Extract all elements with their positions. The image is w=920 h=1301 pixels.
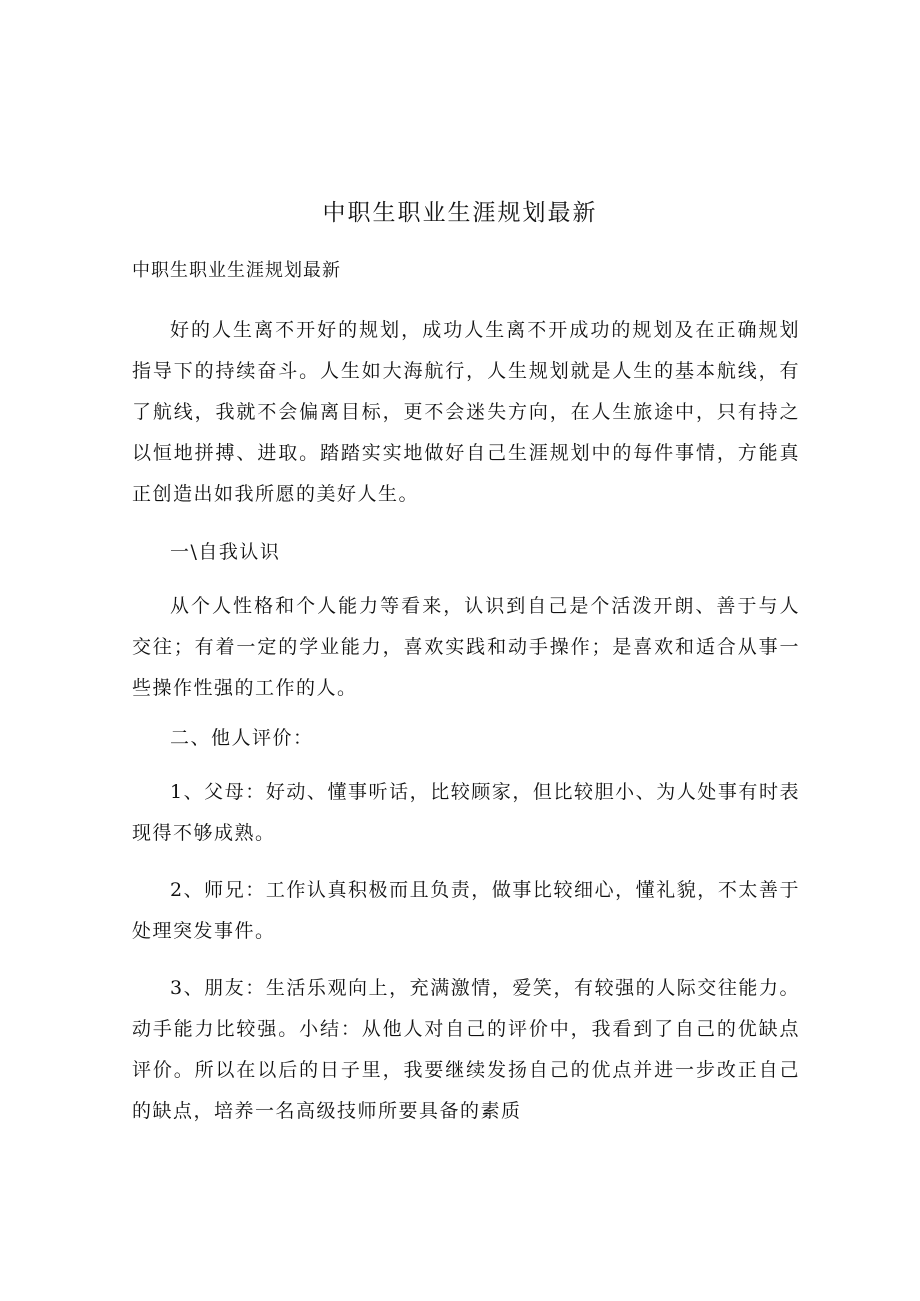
section-heading-text: 一\自我认识 [170,541,281,563]
document-title: 中职生职业生涯规划最新 [322,200,598,226]
document-subtitle: 中职生职业生涯规划最新 [132,260,341,281]
paragraph-self-knowledge [132,586,800,709]
section-heading-text: 二、他人评价： [170,727,314,749]
paragraph-text: 好的人生离不开好的规划，成功人生离不开成功的规划及在正确规划指导下的持续奋斗。人生如大海航行，人生规划就是人生的基本航线，有了航线，我就不会偏离目标，更不会迷失方向，在人生旅途中，只有持之以恒地拼搏、进取。踏踏实实地做好自己生涯规划中的每件事情，方能真正创造出如我所愿的美好人生。 [132,319,800,505]
paragraph-text: 1、父母：好动、懂事听话，比较顾家，但比较胆小、为人处事有时表现得不够成熟。 [132,781,800,844]
section-heading-self-knowledge [132,532,800,573]
section-heading-others-evaluation [132,718,800,759]
paragraph-text: 3、朋友：生活乐观向上，充满激情，爱笑，有较强的人际交往能力。动手能力比较强。小结：从他人对自己的评价中，我看到了自己的优缺点评价。所以在以后的日子里，我要继续发扬自己的优点并进一步改正自己的缺点，培养一名高级技师所要具备的素质 [132,977,800,1122]
paragraph-text: 2、师兄：工作认真积极而且负责，做事比较细心，懂礼貌，不太善于处理突发事件。 [132,879,800,942]
paragraph-friends [132,968,800,1132]
paragraph-senior [132,870,800,952]
paragraph-intro [132,310,800,515]
paragraph-text: 从个人性格和个人能力等看来，认识到自己是个活泼开朗、善于与人交往；有着一定的学业能力，喜欢实践和动手操作；是喜欢和适合从事一些操作性强的工作的人。 [132,595,800,699]
paragraph-parents [132,772,800,854]
